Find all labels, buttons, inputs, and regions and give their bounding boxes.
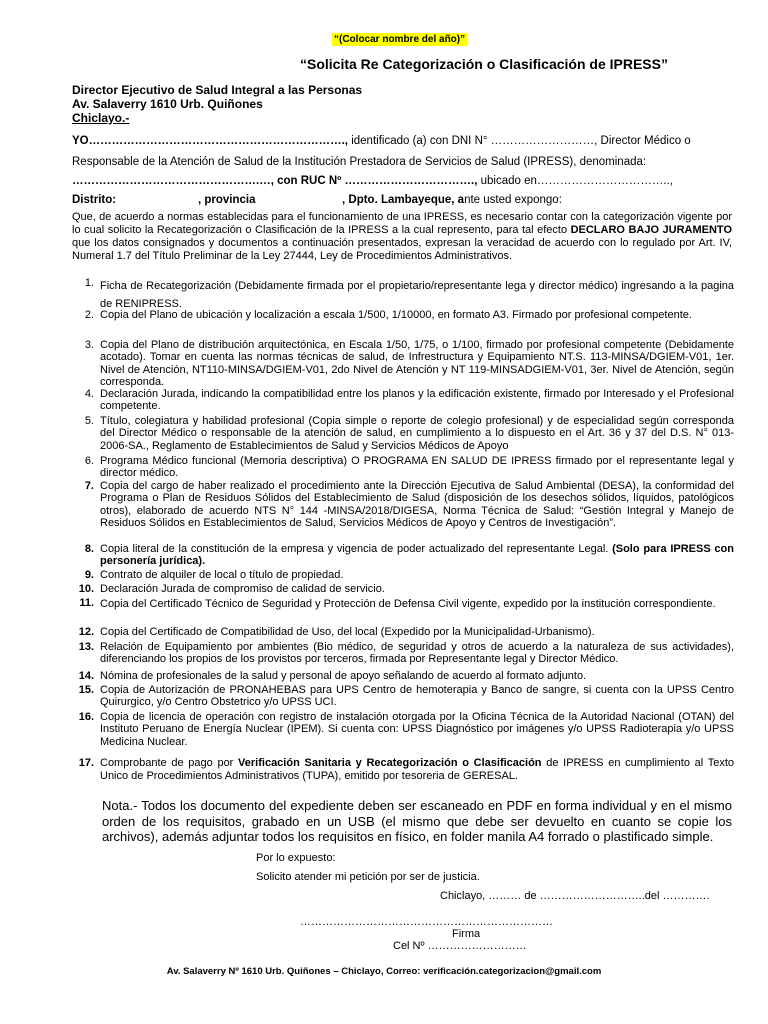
list-item (72, 388, 734, 413)
list-item (72, 626, 734, 638)
list-item (72, 455, 734, 480)
list-item (72, 684, 734, 709)
item-text: Copia del Plano de ubicación y localización a escala 1/500, 1/10000, en formato A3. Firmado por profesional competente. (100, 309, 692, 321)
list-item (72, 597, 734, 612)
recipient-line-2: Av. Salaverry 1610 Urb. Quiñones (72, 97, 263, 111)
list-item (72, 480, 734, 530)
item-number: 16. (78, 711, 94, 723)
item-text: Copia del Certificado de Compatibilidad de Uso, del local (Expedido por la Municipalidad-Urbanismo). (100, 626, 595, 638)
item-number: 12. (78, 626, 94, 638)
list-item (72, 711, 734, 748)
intro-line-1 (72, 134, 691, 148)
intro-line-3 (72, 174, 673, 188)
declaration-text-2: que los datos consignados y documentos a continuación presentados, expresan la veracidad de acuerdo con lo regulado por Art. IV, Numeral 1.7 del Título Preliminar de la Ley 27444, Ley de Procedimientos Administrativos. (72, 237, 732, 262)
ipress-name-blank: ………………………………………….…, (72, 175, 278, 187)
item-number: 17. (78, 757, 94, 769)
list-item (72, 670, 734, 682)
item-number: 10. (78, 583, 94, 595)
list-item (72, 583, 734, 595)
signature-line: …………………………………………………………… (300, 916, 553, 928)
item-text: Programa Médico funcional (Memoria descriptiva) O PROGRAMA EN SALUD DE IPRESS firmado por el representante legal y director médico. (100, 455, 734, 480)
list-item (72, 277, 734, 313)
year-placeholder: “(Colocar nombre del año)” (334, 34, 466, 45)
item-number: 11. (79, 597, 94, 609)
item-text: Nómina de profesionales de la salud y personal de apoyo señalando de acuerdo al formato adjunto. (100, 670, 587, 682)
expongo-text: nte usted expongo: (464, 194, 562, 206)
cel-line: Cel Nº ……………………… (393, 940, 527, 952)
yo-blank: YO…………………………………………………………., (72, 135, 349, 147)
item-text: Contrato de alquiler de local o título de propiedad. (100, 569, 344, 581)
list-item (72, 415, 734, 452)
ubicado-blank: ubicado en…………………………….., (480, 175, 673, 187)
item-text-2: de IPRESS en cumplimiento al Texto Unico de Procedimientos Administrativos (TUPA), emitido por tesoreria de GERESAL. (100, 757, 734, 782)
intro-line-4 (72, 193, 562, 207)
list-item (72, 339, 734, 389)
por-lo-expuesto: Por lo expuesto: (256, 852, 336, 864)
list-item (72, 641, 734, 666)
item-number: 7. (84, 480, 94, 492)
item-number: 8. (84, 543, 94, 555)
item-number: 13. (78, 641, 94, 653)
dni-text: identificado (a) con DNI N° ………………………, Director Médico o (348, 135, 691, 147)
item-number: 5. (84, 415, 94, 427)
item-text: Relación de Equipamiento por ambientes (Bio médico, de seguridad y otros de acuerdo a la naturaleza de sus actividades), diferenciando los propios de los provistos por terceros, firmada por Representante legal y Director Médico. (100, 641, 734, 666)
list-item (72, 569, 734, 581)
item-text: Título, colegiatura y habilidad profesional (Copia simple o reporte de colegio profesional) y de especialidad según corresponda del Director Médico o responsable de la atención de salud, en cumplimiento a lo dispuesto en el Art. 36 y 37 del D.S. N° 013-2006-SA., Reglamento de Establecimientos de Salud y Servicios Médicos de Apoyo (100, 415, 734, 452)
recipient-line-3: Chiclayo.- (72, 111, 130, 125)
item-text: Copia del Certificado Técnico de Seguridad y Protección de Defensa Civil vigente, expedido por la institución correspondiente. (100, 598, 716, 610)
item-number: 14. (78, 670, 94, 682)
item-number: 15. (78, 684, 94, 696)
list-item (72, 757, 734, 783)
date-line: Chiclayo, ……… de ………………………..del …………. (440, 890, 710, 902)
item-number: 4. (84, 388, 94, 400)
distrito-label: Distrito: (72, 194, 117, 206)
dpto-label: , Dpto. Lambayeque, a (342, 194, 465, 206)
declaration-text-1: Que, de acuerdo a normas establecidas para el funcionamiento de una IPRESS, es necesario contar con la categorización vigente por lo cual solicito la Recategorización o Clasificación de la IPRESS a la cual represento, para tal efecto (72, 211, 732, 236)
item-text: Declaración Jurada de compromiso de calidad de servicio. (100, 583, 385, 595)
list-item (72, 543, 734, 568)
declaration-paragraph (72, 211, 732, 263)
item-text: Copia de licencia de operación con registro de instalación otorgada por la Oficina Técnica de la Autoridad Nacional (OTAN) del Instituto Peruano de Energía Nuclear (IPEM). Si cuenta con: UPSS Diagnóstico por imágenes y/o UPSS Radioterapia y/o UPSS Medicina Nuclear. (100, 711, 734, 748)
item-number: 2. (84, 309, 94, 321)
item-text: Comprobante de pago por (100, 757, 239, 769)
item-text: Ficha de Recategorización (Debidamente firmada por el propietario/representante lega y director médico) ingresando a la pagina de RENIPRESS. (100, 280, 734, 310)
declaro-bajo-juramento: DECLARO BAJO JURAMENTO (570, 224, 733, 236)
solicito-text: Solicito atender mi petición por ser de justicia. (256, 871, 480, 883)
item-number: 3. (84, 339, 94, 351)
item-bold-text: (Solo para IPRESS con personería jurídica). (100, 543, 734, 568)
footer-address: Av. Salaverry Nº 1610 Urb. Quiñones – Chiclayo, Correo: verificación.categorizacion@gmail.com (166, 966, 602, 977)
recipient-line-1: Director Ejecutivo de Salud Integral a las Personas (72, 83, 363, 97)
item-text: Copia literal de la constitución de la empresa y vigencia de poder actualizado del representante Legal. (100, 543, 613, 555)
item-text: Copia de Autorización de PRONAHEBAS para UPS Centro de hemoterapia y Banco de sangre, si cuenta con la UPSS Centro Quirurgico, y/o Centro Obstetrico y/o UPSS UCI. (100, 684, 734, 709)
item-text: Copia del cargo de haber realizado el procedimiento ante la Dirección Ejecutiva de Salud Ambiental (DESA), la conformidad del Programa o Plan de Residuos Sólidos del Establecimiento de Salud (disposición de los desechos sólidos, líquidos, patológicos otros), elaborado de acuerdo NTS N° 144 -MINSA/2018/DIGESA, Norma Técnica de Salud: “Gestión Integral y Manejo de Residuos Sólidos en Establecimientos de Salud, Servicios Médicos de Apoyo y Centros de Investigación”. (100, 480, 734, 530)
ruc-blank: con RUC Nº ……………………………., (277, 175, 481, 187)
item-number: 1. (84, 277, 94, 289)
intro-line-2: Responsable de la Atención de Salud de la Institución Prestadora de Servicios de Salud (IPRESS), denominada: (72, 156, 647, 168)
item-number: 6. (84, 455, 94, 467)
list-item (72, 309, 734, 321)
firma-label: Firma (452, 928, 481, 940)
item-number: 9. (84, 569, 94, 581)
document-title: “Solicita Re Categorización o Clasificación de IPRESS” (300, 56, 668, 72)
provincia-label: , provincia (198, 194, 256, 206)
nota-paragraph: Nota.- Todos los documento del expediente deben ser escaneado en PDF en forma individual y en el mismo orden de los requisitos, grabado en un USB (el mismo que debe ser devuelto en cuanto se copie los archivos), además adjuntar todos los requisitos en físico, en folder manila A4 forrado o plastificado simple. (102, 798, 732, 844)
item-bold-text: Verificación Sanitaria y Recategorización o Clasificación (238, 757, 542, 769)
item-text: Declaración Jurada, indicando la compatibilidad entre los planos y la edificación existente, firmado por Interesado y el Profesional competente. (100, 388, 734, 413)
item-text: Copia del Plano de distribución arquitectónica, en Escala 1/50, 1/75, o 1/100, firmado por profesional competente (Debidamente acotado). Tomar en cuenta las normas técnicas de salud, de Infrestructura y Equipamiento NT.S. 113-MINSA/DGIEM-V01, 1er. Nivel de Atención, NT110-MINSA/DGIEM-V01, 2do Nivel de Atención y NT 119-MINSADGIEM-V01, 3er. Nivel de Atención, según corresponda. (100, 339, 734, 389)
